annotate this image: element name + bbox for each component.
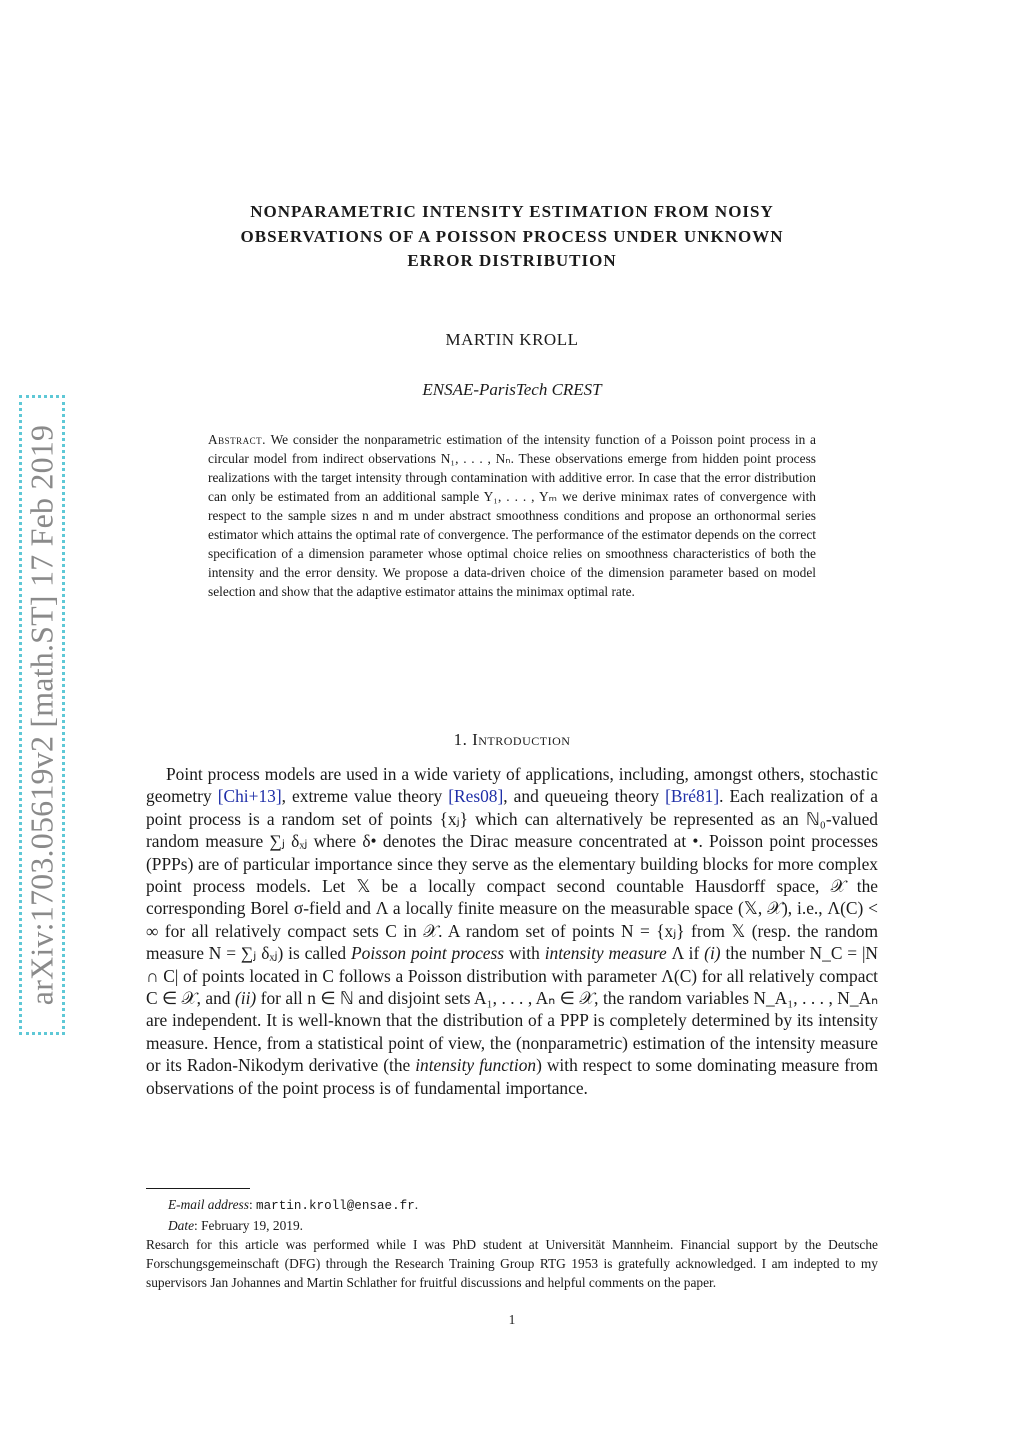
email-label: E-mail address [168, 1197, 249, 1212]
intro-text: with [504, 943, 545, 964]
intro-text: the number N_C = |N ∩ C| of points located in C follows a Poisson distribution with parameter Λ(C) for all relatively compact C ∈ 𝒳, and [146, 943, 878, 1009]
abstract-text: We consider the nonparametric estimation of the intensity function of a Poisson point process in a circular model from indirect observations N₁, . . . , Nₙ. These observations emerge from hidden point process realizations with the target intensity through contamination with additive error. In case that the error distribution can only be estimated from an additional sample Y₁, . . . , Yₘ we derive minimax rates of convergence with respect to the sample sizes n and m under abstract smoothness conditions and propose an orthonormal series estimator which attains the optimal rate of convergence. The performance of the estimator depends on the correct specification of a dimension parameter whose optimal choice relies on smoothness characteristics of both the intensity and the error density. We propose a data-driven choice of the dimension parameter based on model selection and show that the adaptive estimator attains the minimax optimal rate. [208, 432, 817, 599]
author-name: MARTIN KROLL [445, 330, 579, 349]
title-line: ERROR DISTRIBUTION [407, 251, 617, 270]
title-line: OBSERVATIONS OF A POISSON PROCESS UNDER UNKNOWN [240, 226, 784, 246]
citation-link[interactable]: [Res08] [448, 786, 504, 807]
intro-text: . Each realization of a point process is a random set of points {xⱼ} which can alternatively be represented as an ℕ₀-valued random measure ∑ⱼ δₓⱼ where δ• denotes the Dirac measure concentrated at •. Poisson point processes (PPPs) are of particular importance since they serve as the elementary building blocks for more complex point process models. Let 𝕏 be a locally compact second countable Hausdorff space, 𝒳 the corresponding Borel σ-field and Λ a locally finite measure on the measurable space (𝕏, 𝒳), i.e., Λ(C) < ∞ for all relatively compact sets C in 𝒳. A random set of points N = {xⱼ} from 𝕏 (resp. the random measure N = ∑ⱼ δₓⱼ) is called [146, 786, 878, 964]
intro-emphasis: intensity measure [544, 943, 667, 964]
intro-emphasis: (ii) [234, 988, 257, 1009]
title-line: NONPARAMETRIC INTENSITY ESTIMATION FROM NOISY [250, 202, 774, 221]
footnote-email: E-mail address: martin.kroll@ensae.fr. [168, 1197, 419, 1213]
citation-link[interactable]: [Chi+13] [217, 786, 282, 807]
intro-text: Point process models are used in a wide variety of applications, including, amongst others, stochastic geometry [146, 764, 878, 807]
intro-emphasis: Poisson point process [351, 943, 505, 964]
footnotes [146, 1195, 878, 1292]
intro-text: ) with respect to some dominating measure from observations of the point process is of fundamental importance. [146, 1055, 878, 1098]
intro-text: for all n ∈ ℕ and disjoint sets A₁, . . . , Aₙ ∈ 𝒳, the random variables N_A₁, . . . , N_Aₙ are independent. It is well-known that the distribution of a PPP is completely determined by its intensity measure. Hence, from a statistical point of view, the (nonparametric) estimation of the intensity measure or its Radon-Nikodym derivative (the [146, 988, 879, 1076]
abstract-label: Abstract. [208, 432, 267, 447]
arxiv-stamp [19, 395, 65, 1035]
date-label: Date [168, 1218, 195, 1233]
author-affiliation: ENSAE-ParisTech CREST [422, 380, 602, 399]
footnote-acknowledgment: Resarch for this article was performed while I was PhD student at Universität Mannheim. Financial support by the Deutsche Forschungsgemeinschaft (DFG) through the Research Training Group RTG 1953 is gratefully acknowledged. I am indepted to my supervisors Jan Johannes and Martin Schlather for fruitful discussions and helpful comments on the paper. [146, 1237, 878, 1290]
email-address[interactable]: martin.kroll@ensae.fr [256, 1199, 415, 1213]
page-number: 1 [508, 1312, 516, 1327]
intro-emphasis: intensity function [415, 1055, 537, 1076]
date-value: February 19, 2019. [201, 1218, 304, 1233]
citation-link[interactable]: [Bré81] [665, 786, 720, 807]
intro-text: Λ if [666, 943, 705, 964]
intro-text: , extreme value theory [281, 786, 449, 807]
footnote-date: Date: February 19, 2019. [168, 1218, 304, 1233]
section-title: Introduction [472, 730, 571, 749]
intro-emphasis: (i) [704, 943, 721, 964]
paper-title [150, 200, 874, 274]
section-number: 1. [453, 730, 468, 749]
arxiv-identifier: arXiv:1703.05619v2 [math.ST] 17 Feb 2019 [23, 424, 60, 1006]
intro-text: , and queueing theory [503, 786, 666, 807]
introduction-paragraph [146, 763, 878, 1099]
abstract [208, 430, 816, 601]
section-heading [146, 730, 878, 750]
footnote-divider [146, 1188, 250, 1189]
